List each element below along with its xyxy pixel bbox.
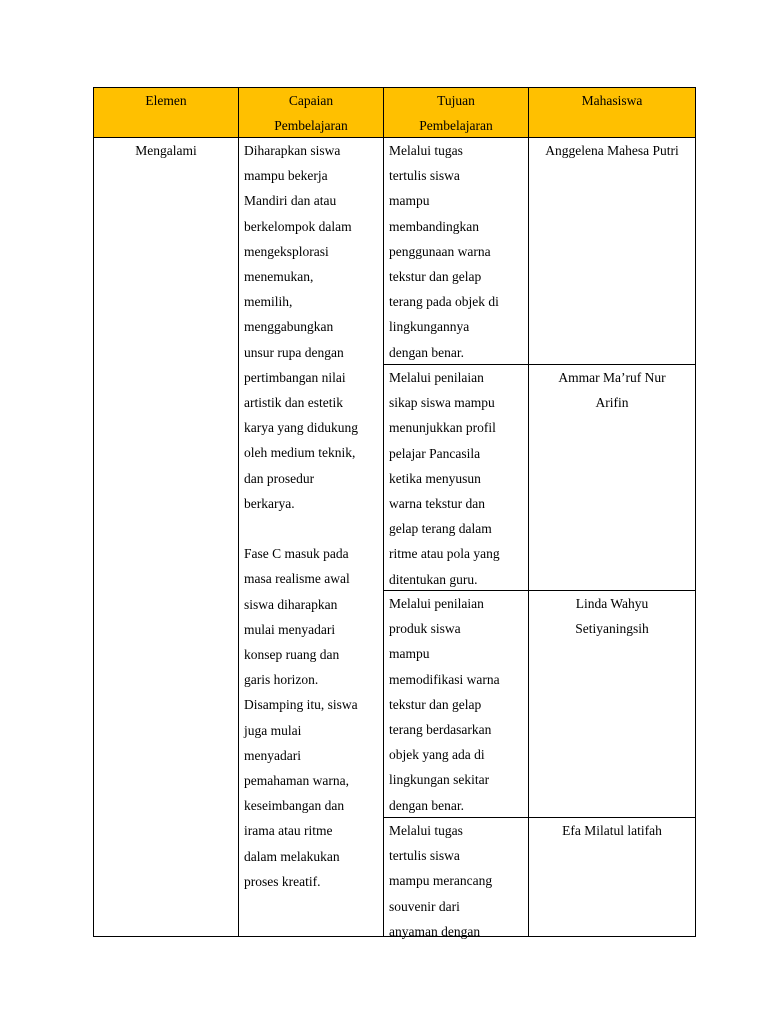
text-line: berkelompok dalam (244, 218, 352, 234)
text-line: Melalui tugas (389, 143, 463, 158)
header-mahasiswa (528, 87, 696, 138)
text-line: dan prosedur (244, 470, 315, 486)
mahasiswa-cell-1 (528, 137, 696, 365)
text-line: irama atau ritme (244, 823, 333, 839)
text-line: dalam melakukan (244, 848, 340, 864)
text-line: terang pada objek di (389, 294, 499, 310)
text-line: mampu bekerja (244, 168, 328, 184)
text-line: souvenir dari (389, 898, 460, 914)
tujuan-cell-3 (383, 590, 529, 818)
text-line: Elemen (145, 93, 187, 108)
text-line: tertulis siswa (389, 168, 460, 184)
text-line: memilih, (244, 294, 293, 310)
text-line: penggunaan warna (389, 243, 491, 259)
text-line: Tujuan (437, 93, 475, 108)
text-line: Efa Milatul latifah (562, 823, 662, 838)
text-line: membandingkan (389, 218, 479, 234)
text-line: pelajar Pancasila (389, 445, 481, 461)
text-line: Arifin (595, 395, 629, 411)
header-tujuan (383, 87, 529, 138)
mahasiswa-cell-4 (528, 817, 696, 937)
text-line: ketika menyusun (389, 470, 481, 486)
text-line: terang berdasarkan (389, 722, 492, 738)
capaian-cell (238, 137, 384, 937)
header-capaian (238, 87, 384, 138)
text-line: Disamping itu, siswa (244, 697, 358, 713)
text-line: menunjukkan profil (389, 420, 496, 436)
text-line: berkarya. (244, 495, 295, 511)
text-line: Mahasiswa (581, 93, 643, 108)
elemen-text: Mengalami (135, 143, 197, 158)
text-line: memodifikasi warna (389, 671, 500, 687)
text-line: masa realisme awal (244, 571, 350, 587)
text-line: karya yang didukung (244, 420, 358, 436)
text-line: mulai menyadari (244, 621, 336, 637)
text-line: mengeksplorasi (244, 243, 329, 259)
text-line: produk siswa (389, 621, 461, 637)
text-line: konsep ruang dan (244, 647, 340, 663)
text-line: pemahaman warna, (244, 773, 349, 789)
text-line: dengan benar. (389, 344, 464, 360)
text-line: Pembelajaran (419, 118, 493, 134)
text-line: proses kreatif. (244, 873, 321, 889)
text-line: siswa diharapkan (244, 596, 338, 612)
text-line: anyaman dengan (389, 923, 481, 939)
text-line: gelap terang dalam (389, 521, 492, 537)
mahasiswa-cell-3 (528, 590, 696, 818)
text-line: keseimbangan dan (244, 798, 345, 814)
text-line: objek yang ada di (389, 747, 485, 763)
text-line: Fase C masuk pada (244, 546, 349, 562)
tujuan-cell-4 (383, 817, 529, 937)
text-line: mampu (389, 193, 430, 209)
text-line: juga mulai (244, 722, 302, 738)
text-line: Pembelajaran (274, 118, 348, 134)
text-line: menyadari (244, 747, 301, 763)
text-line: tekstur dan gelap (389, 696, 482, 712)
text-line: ditentukan guru. (389, 571, 478, 587)
text-line: ritme atau pola yang (389, 546, 500, 562)
text-line: lingkungan sekitar (389, 772, 490, 788)
text-line: Mandiri dan atau (244, 193, 337, 209)
text-line: dengan benar. (389, 797, 464, 813)
text-line: unsur rupa dengan (244, 344, 344, 360)
text-line: oleh medium teknik, (244, 445, 356, 461)
elemen-cell (93, 137, 239, 937)
tujuan-cell-2 (383, 364, 529, 591)
text-line: Ammar Ma’ruf Nur (558, 370, 666, 385)
text-line: mampu (389, 646, 430, 662)
text-line: Melalui penilaian (389, 596, 484, 611)
text-line: Capaian (288, 93, 334, 108)
text-line: tertulis siswa (389, 848, 460, 864)
text-line: Melalui penilaian (389, 370, 484, 385)
text-line: Linda Wahyu (575, 596, 649, 611)
text-line: tekstur dan gelap (389, 269, 482, 285)
text-line: garis horizon. (244, 672, 319, 688)
mahasiswa-cell-2 (528, 364, 696, 591)
text-line: Diharapkan siswa (244, 143, 341, 158)
tujuan-cell-1 (383, 137, 529, 365)
text-line: Setiyaningsih (575, 621, 649, 637)
header-elemen (93, 87, 239, 138)
text-line: artistik dan estetik (244, 395, 343, 411)
text-line: sikap siswa mampu (389, 395, 495, 411)
text-line: warna tekstur dan (389, 496, 485, 512)
text-line: menemukan, (244, 269, 314, 285)
learning-objectives-table (93, 87, 696, 937)
text-line: Anggelena Mahesa Putri (545, 143, 679, 158)
text-line: Melalui tugas (389, 823, 463, 838)
text-line: lingkungannya (389, 319, 470, 335)
text-line: mampu merancang (389, 873, 493, 889)
text-line (244, 516, 383, 541)
text-line: pertimbangan nilai (244, 369, 346, 385)
text-line: menggabungkan (244, 319, 334, 335)
